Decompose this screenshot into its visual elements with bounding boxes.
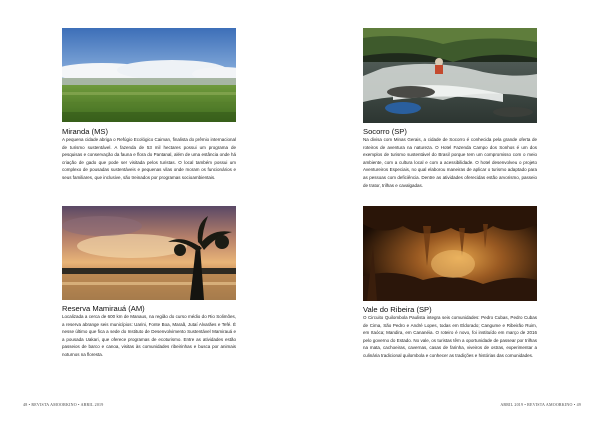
page-footer-left: 48 • REVISTA AMOORKINO • ABRIL 2019: [23, 402, 104, 407]
article-body: Localizada a cerca de 600 km de Manaus, na região do curso médio do Rio Solimões, a reserva abrange seis municípios: Uarini, Fonte Boa, Maraã, Jutaí Alvarães e Tefé. É nesse último que fica a sede do Instituto de Desenvolvimento Sustentável Mamirauá e a pousada Uakari, que oferece programas de ecoturismo. Entre as atividades estão passeios de barco e canoa, visitas às comunidades ribeirinhas e busca por animais noturnos na floresta.: [62, 314, 236, 357]
pantanal-landscape-photo: [62, 28, 236, 122]
page-footer-right: ABRIL 2019 • REVISTA AMOORKINO • 49: [500, 402, 581, 407]
article-title: Reserva Mamirauá (AM): [62, 304, 145, 313]
article-body: O Circuito Quilombola Paulista integra seis comunidades: Pedro Cubas, Pedro Cubas de Cima, São Pedro e André Lopes, todas em Eldorado; Cangume e Ribeirão Ruim, em Itaóca; Mandira, em Cananéia. O roteiro é novo, foi instituído em março de 2016 pelo governo do Estado. No vale, os turistas têm a oportunidade de passear por trilhas na mata, cachoeiras, cavernas, casas de farinha, viveiros de ostras, experimentar a culinária tradicional quilombola e conhecer as tradições e histórias das comunidades.: [363, 315, 537, 358]
article-body: A pequena cidade abriga o Refúgio Ecológico Caiman, finalista do prêmio internacional de turismo sustentável. A fazenda de 53 mil hectares possui um programa de pesquisas e conservação da fauna e flora do Pantanal, além de uma estância onde há criação de gado que pode ser visitada pelos turistas. O local também possui um complexo de pousadas sustentáveis e pequenas vilas onde moram os funcionários e seus familiares, que inclusive, são treinados por programas socioambientais.: [62, 137, 236, 180]
article-title: Socorro (SP): [363, 127, 407, 136]
article-title: Vale do Ribeira (SP): [363, 305, 432, 314]
amazon-sunset-photo: [62, 206, 236, 300]
cave-interior-photo: [363, 206, 537, 301]
article-body: Na divisa com Minas Gerais, a cidade de Socorro é conhecida pela grande oferta de roteiros de aventura na natureza. O Hotel Fazenda Campo dos Sonhos é um dos exemplos de turismo sustentável do Brasil porque tem um compromisso com o meio ambiente, com a cultura local e com a acessibilidade. O hotel desenvolveu o projeto Aventureiros Especiais, no qual elaborou maneiras de aplicar o turismo adaptado para as pessoas com deficiência. Dentre as atividades oferecidas estão arvorismo, passeio de trator, trilhas e cavalgadas.: [363, 137, 537, 188]
rafting-river-photo: [363, 28, 537, 123]
article-title: Miranda (MS): [62, 127, 108, 136]
